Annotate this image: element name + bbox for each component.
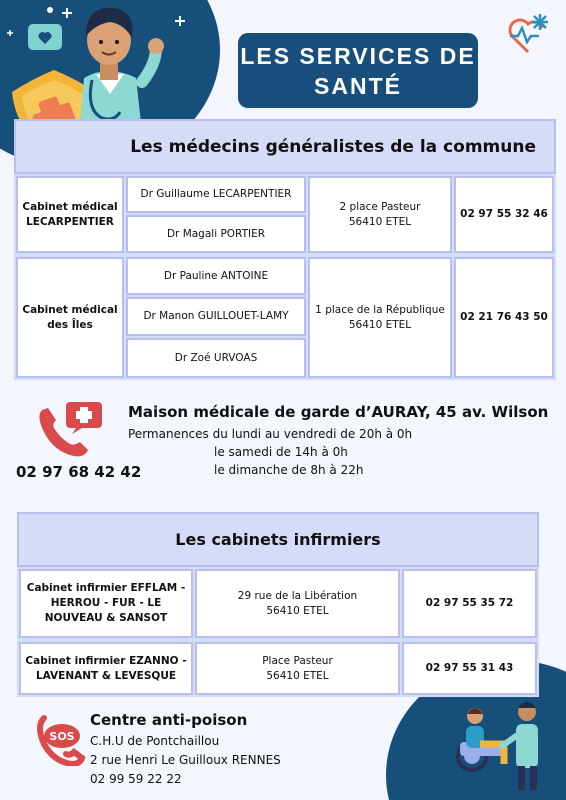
doctors-cabinet-name: Cabinet médical des Îles [16, 257, 124, 378]
cabinet-phone: 02 97 55 32 46 [454, 176, 554, 253]
nurse-cabinet-name: Cabinet infirmier EZANNO - LAVENANT & LEVESQUE [19, 642, 193, 695]
garde-hours-sunday: le dimanche de 8h à 22h [214, 463, 364, 477]
heart-pulse-medical-logo [506, 10, 554, 58]
poison-address: 2 rue Henri Le Guilloux RENNES [90, 753, 281, 767]
phone-medical-cross-icon [36, 402, 104, 460]
doctors-cabinet-name: Cabinet médical LECARPENTIER [16, 176, 124, 253]
nurse-cabinet-name: Cabinet infirmier EFFLAM - HERROU - FUR - LE NOUVEAU & SANSOT [19, 569, 193, 638]
page-title: LES SERVICES DE SANTÉ [238, 33, 478, 108]
garde-hours-saturday: le samedi de 14h à 0h [214, 445, 348, 459]
poison-phone: 02 99 59 22 22 [90, 772, 182, 786]
nurse-cabinet-address: 29 rue de la Libération 56410 ETEL [195, 569, 400, 638]
doctor-name: Dr Manon GUILLOUET-LAMY [126, 297, 306, 336]
nurse-cabinet-phone: 02 97 55 31 43 [402, 642, 537, 695]
poison-title: Centre anti-poison [90, 711, 248, 729]
cabinet-phone: 02 21 76 43 50 [454, 257, 554, 378]
garde-phone: 02 97 68 42 42 [16, 463, 142, 481]
doctor-name: Dr Zoé URVOAS [126, 338, 306, 378]
garde-hours-weekday: Permanences du lundi au vendredi de 20h à 0h [128, 427, 413, 441]
doctor-name: Dr Pauline ANTOINE [126, 257, 306, 295]
poison-hospital: C.H.U de Pontchaillou [90, 734, 220, 748]
nurse-cabinet-phone: 02 97 55 35 72 [402, 569, 537, 638]
cabinet-address: 2 place Pasteur 56410 ETEL [308, 176, 452, 253]
sos-label: SOS [49, 730, 75, 743]
doctor-name: Dr Guillaume LECARPENTIER [126, 176, 306, 213]
garde-title: Maison médicale de garde d’AURAY, 45 av. Wilson [128, 403, 549, 421]
nurse-cabinet-address: Place Pasteur 56410 ETEL [195, 642, 400, 695]
cabinet-address: 1 place de la République 56410 ETEL [308, 257, 452, 378]
doctors-table-heading: Les médecins généralistes de la commune [14, 119, 556, 174]
doctor-name: Dr Magali PORTIER [126, 215, 306, 253]
nurses-table-heading: Les cabinets infirmiers [17, 512, 539, 567]
sos-phone-icon [36, 714, 86, 766]
nurse-patient-illustration [450, 696, 560, 796]
